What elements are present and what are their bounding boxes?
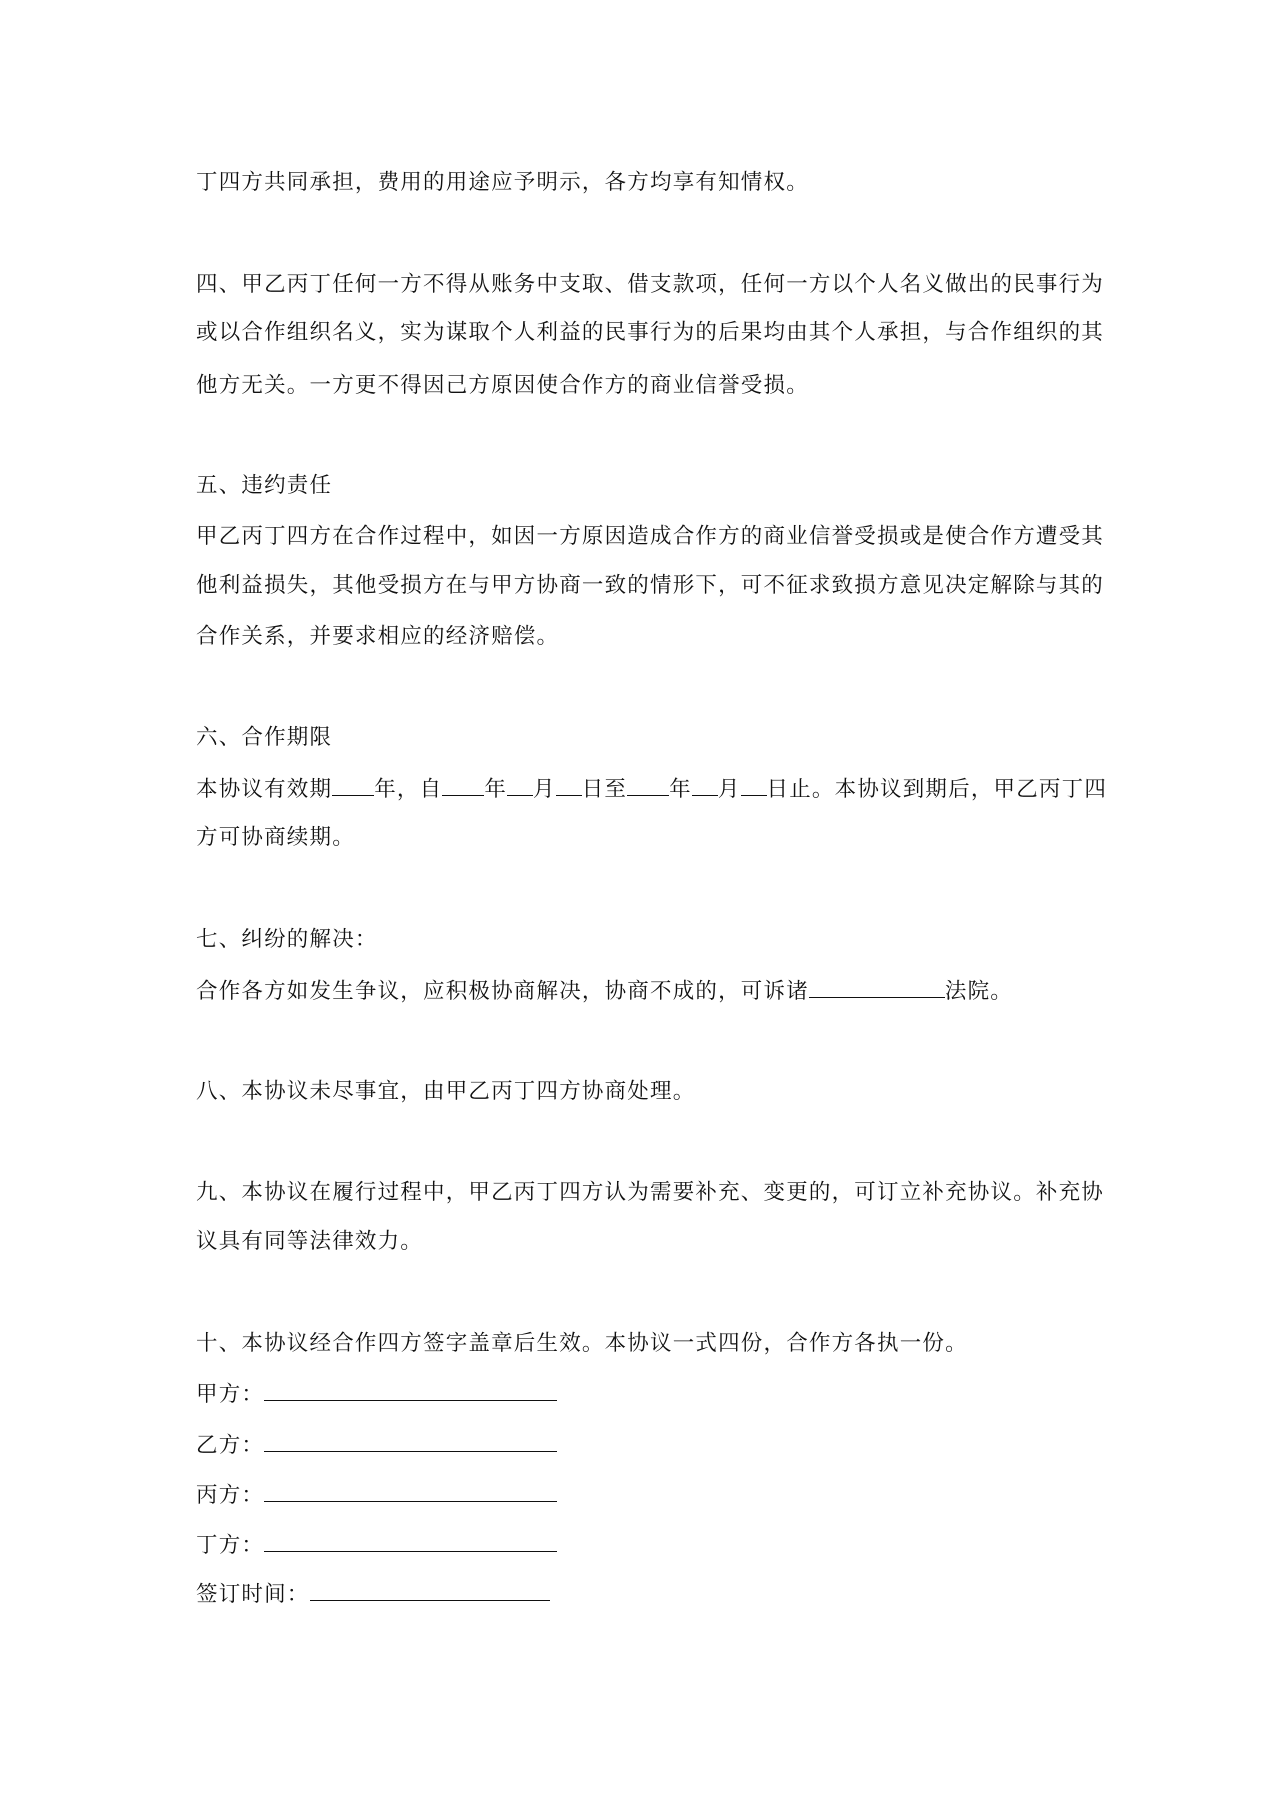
section7-prefix: 合作各方如发生争议，应积极协商解决，协商不成的，可诉诸 bbox=[196, 979, 809, 1004]
end-month-label: 月 bbox=[717, 777, 741, 802]
section6-heading: 六、合作期限 bbox=[196, 725, 333, 750]
section5-heading: 五、违约责任 bbox=[196, 473, 333, 498]
start-month-blank[interactable] bbox=[507, 773, 533, 796]
end-day-blank[interactable] bbox=[741, 773, 767, 796]
end-month-blank[interactable] bbox=[692, 773, 718, 796]
signature-party-d bbox=[196, 1529, 557, 1561]
end-year-label: 年 bbox=[669, 777, 692, 802]
para4-line2: 或以合作组织名义，实为谋取个人利益的民事行为的后果均由其个人承担，与合作组织的其 bbox=[196, 320, 1105, 345]
party-b-blank[interactable] bbox=[264, 1429, 557, 1452]
section9-line2: 议具有同等法律效力。 bbox=[196, 1229, 424, 1254]
party-b-label: 乙方： bbox=[196, 1433, 265, 1458]
section5-line3: 合作关系，并要求相应的经济赔偿。 bbox=[196, 624, 560, 649]
para4-line3: 他方无关。一方更不得因己方原因使合作方的商业信誉受损。 bbox=[196, 373, 809, 398]
year-unit: 年，自 bbox=[374, 777, 443, 802]
section9-line1: 九、本协议在履行过程中，甲乙丙丁四方认为需要补充、变更的，可订立补充协议。补充协 bbox=[196, 1180, 1105, 1205]
term-prefix: 本协议有效期 bbox=[196, 777, 333, 802]
start-month-label: 月 bbox=[533, 777, 556, 802]
party-d-label: 丁方： bbox=[196, 1533, 265, 1558]
party-d-blank[interactable] bbox=[264, 1529, 557, 1552]
start-year-label: 年 bbox=[484, 777, 508, 802]
section7-heading: 七、纠纷的解决： bbox=[196, 927, 378, 952]
section5-line1: 甲乙丙丁四方在合作过程中，如因一方原因造成合作方的商业信誉受损或是使合作方遭受其 bbox=[196, 524, 1105, 549]
section6-term-line bbox=[196, 773, 1107, 805]
para4-line1: 四、甲乙丙丁任何一方不得从账务中支取、借支款项，任何一方以个人名义做出的民事行为 bbox=[196, 272, 1105, 297]
term-years-blank[interactable] bbox=[332, 773, 374, 796]
signature-party-a bbox=[196, 1378, 557, 1410]
start-year-blank[interactable] bbox=[442, 773, 484, 796]
section6-line2: 方可协商续期。 bbox=[196, 825, 355, 850]
signature-party-c bbox=[196, 1479, 557, 1511]
para3-tail: 丁四方共同承担，费用的用途应予明示，各方均享有知情权。 bbox=[196, 170, 809, 195]
section8: 八、本协议未尽事宜，由甲乙丙丁四方协商处理。 bbox=[196, 1079, 696, 1104]
party-c-blank[interactable] bbox=[264, 1479, 557, 1502]
party-a-label: 甲方： bbox=[196, 1382, 265, 1407]
end-day-label: 日止。本协议到期后，甲乙丙丁四 bbox=[766, 777, 1108, 802]
party-c-label: 丙方： bbox=[196, 1483, 265, 1508]
start-day-to-label: 日至 bbox=[581, 777, 628, 802]
section7-suffix: 法院。 bbox=[944, 979, 1014, 1004]
section10: 十、本协议经合作四方签字盖章后生效。本协议一式四份，合作方各执一份。 bbox=[196, 1331, 968, 1356]
sign-date-blank[interactable] bbox=[310, 1578, 550, 1601]
end-year-blank[interactable] bbox=[627, 773, 669, 796]
party-a-blank[interactable] bbox=[264, 1378, 557, 1401]
sign-date-label: 签订时间： bbox=[196, 1582, 310, 1607]
signature-date bbox=[196, 1578, 550, 1610]
court-blank[interactable] bbox=[809, 975, 945, 998]
start-day-blank[interactable] bbox=[556, 773, 582, 796]
section5-line2: 他利益损失，其他受损方在与甲方协商一致的情形下，可不征求致损方意见决定解除与其的 bbox=[196, 573, 1105, 598]
signature-party-b bbox=[196, 1429, 557, 1461]
section7-text bbox=[196, 975, 1013, 1007]
